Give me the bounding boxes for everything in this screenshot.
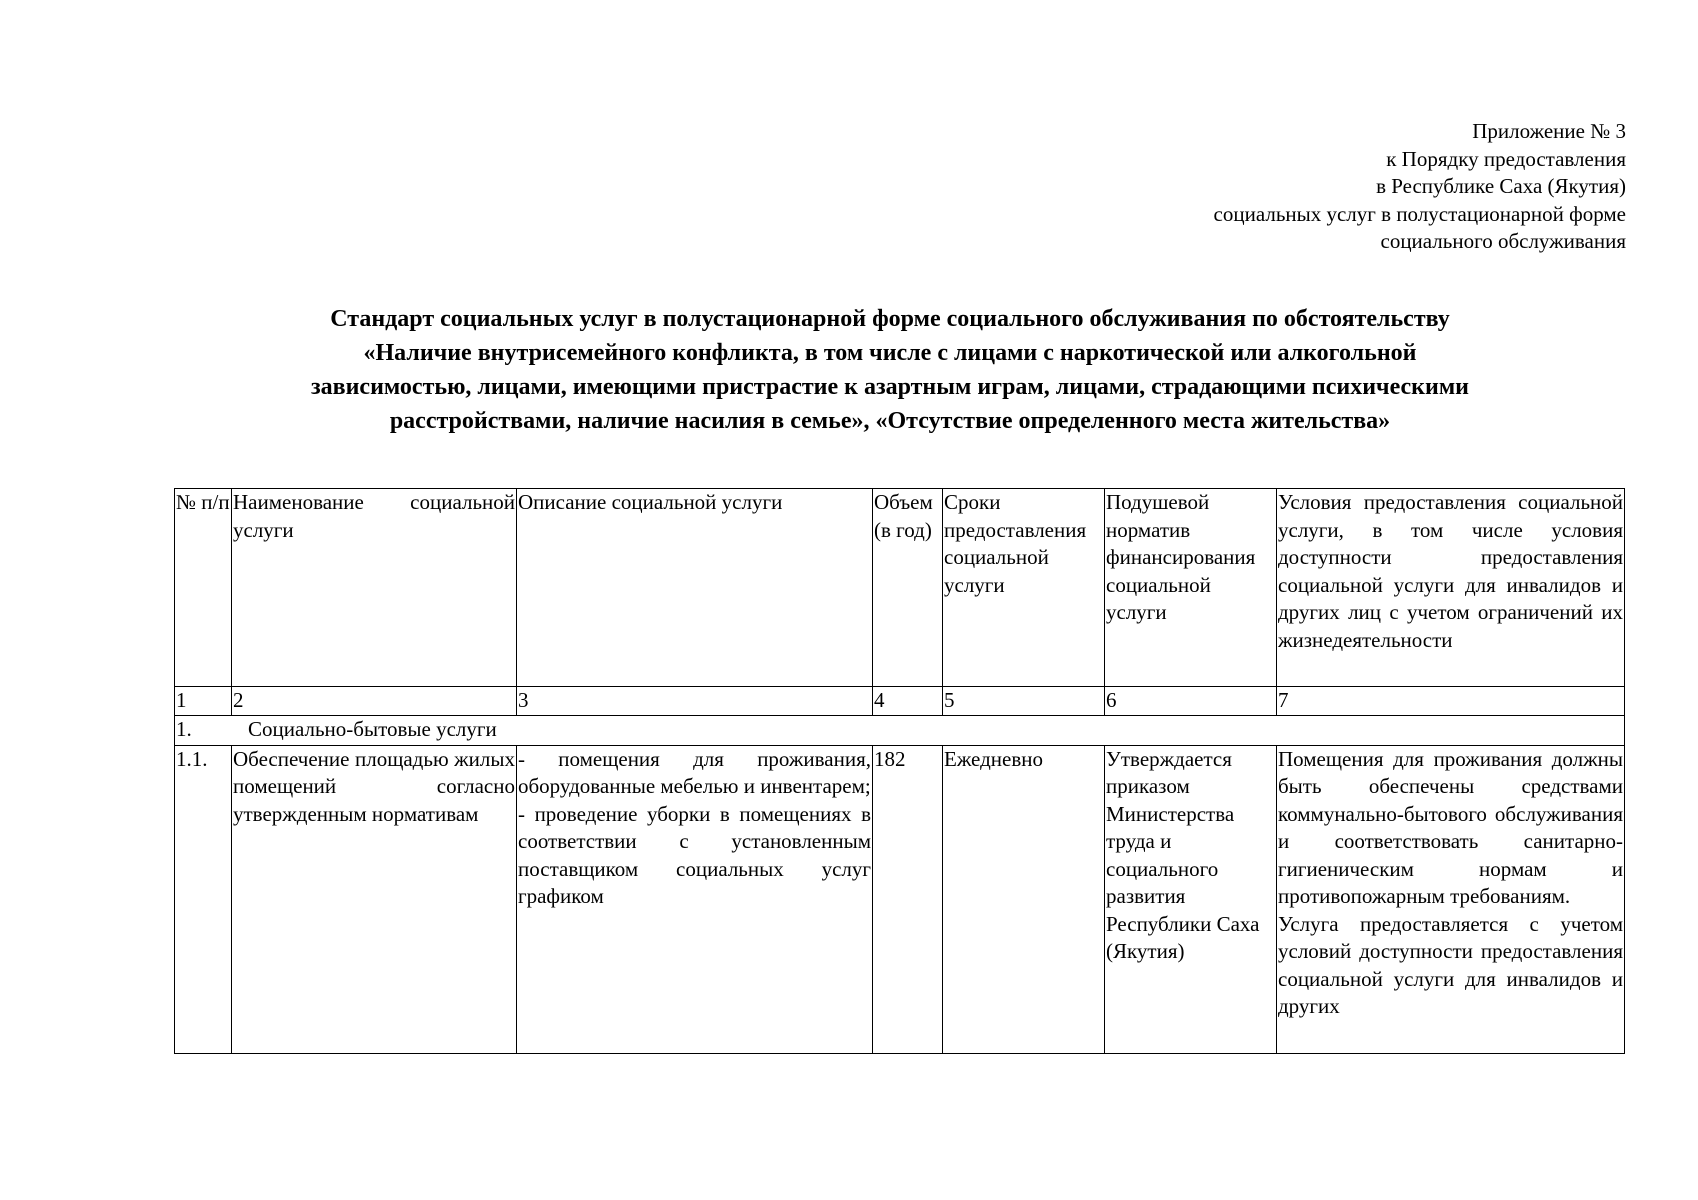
row-service-description: - помещения для проживания, оборудованные мебелью и инвентарем; - проведение уборки в помещениях в соответствии с установленным поставщиком социальных услуг графиком [517,745,873,1053]
row-number: 1.1. [175,745,232,1053]
title-line-3: зависимостью, лицами, имеющими пристрастие к азартным играм, лицами, страдающими психическими [310,374,1469,400]
row-terms: Ежедневно [943,745,1105,1053]
column-number-cell: 7 [1277,687,1625,716]
header-cell-name: Наименование социальной услуги [232,489,517,687]
table-row [175,745,1625,1053]
row-conditions: Помещения для проживания должны быть обеспечены средствами коммунально-бытового обслуживания и соответствовать санитарно-гигиеническим нормам и противопожарным требованиям. Услуга предоставляется с учетом условий доступности предоставления социальной услуги для инвалидов и других [1277,745,1625,1053]
title-line-1: Стандарт социальных услуг в полустационарной форме социального обслуживания по обстоятельству [330,306,1450,332]
appendix-block [1066,118,1626,256]
column-number-cell: 3 [517,687,873,716]
row-service-name: Обеспечение площадью жилых помещений согласно утвержденным нормативам [232,745,517,1053]
row-volume: 182 [873,745,943,1053]
appendix-line-4: социальных услуг в полустационарной форме [1213,201,1626,226]
section-number: 1. [176,716,192,741]
header-cell-number: № п/п [175,489,232,687]
header-cell-volume: Объем (в год) [873,489,943,687]
title-line-2: «Наличие внутрисемейного конфликта, в том числе с лицами с наркотической или алкогольной [363,340,1417,366]
column-number-cell: 4 [873,687,943,716]
services-standard-table [174,488,1625,1054]
section-cell [175,715,1625,745]
header-cell-terms: Сроки предоставления социальной услуги [943,489,1105,687]
header-cell-description: Описание социальной услуги [517,489,873,687]
table-header-row [175,489,1625,687]
column-number-cell: 2 [232,687,517,716]
column-number-row [175,687,1625,716]
column-number-cell: 1 [175,687,232,716]
appendix-line-2: к Порядку предоставления [1386,146,1626,171]
column-number-cell: 5 [943,687,1105,716]
header-cell-norm: Подушевой норматив финансирования социальной услуги [1105,489,1277,687]
appendix-line-1: Приложение № 3 [1472,119,1626,143]
appendix-line-5: социального обслуживания [1380,229,1626,253]
document-title [190,302,1590,438]
row-financing-norm: Утверждается приказом Министерства труда и социального развития Республики Саха (Якутия) [1105,745,1277,1053]
title-line-4: расстройствами, наличие насилия в семье», «Отсутствие определенного места жительства» [389,408,1391,434]
column-number-cell: 6 [1105,687,1277,716]
section-row [175,715,1625,745]
header-cell-conditions: Условия предоставления социальной услуги, в том числе условия доступности предоставления социальной услуги для инвалидов и других лиц с учетом ограничений их жизнедеятельности [1277,489,1625,687]
appendix-line-3: в Республике Саха (Якутия) [1376,174,1626,198]
section-label: Социально-бытовые услуги [248,716,497,741]
